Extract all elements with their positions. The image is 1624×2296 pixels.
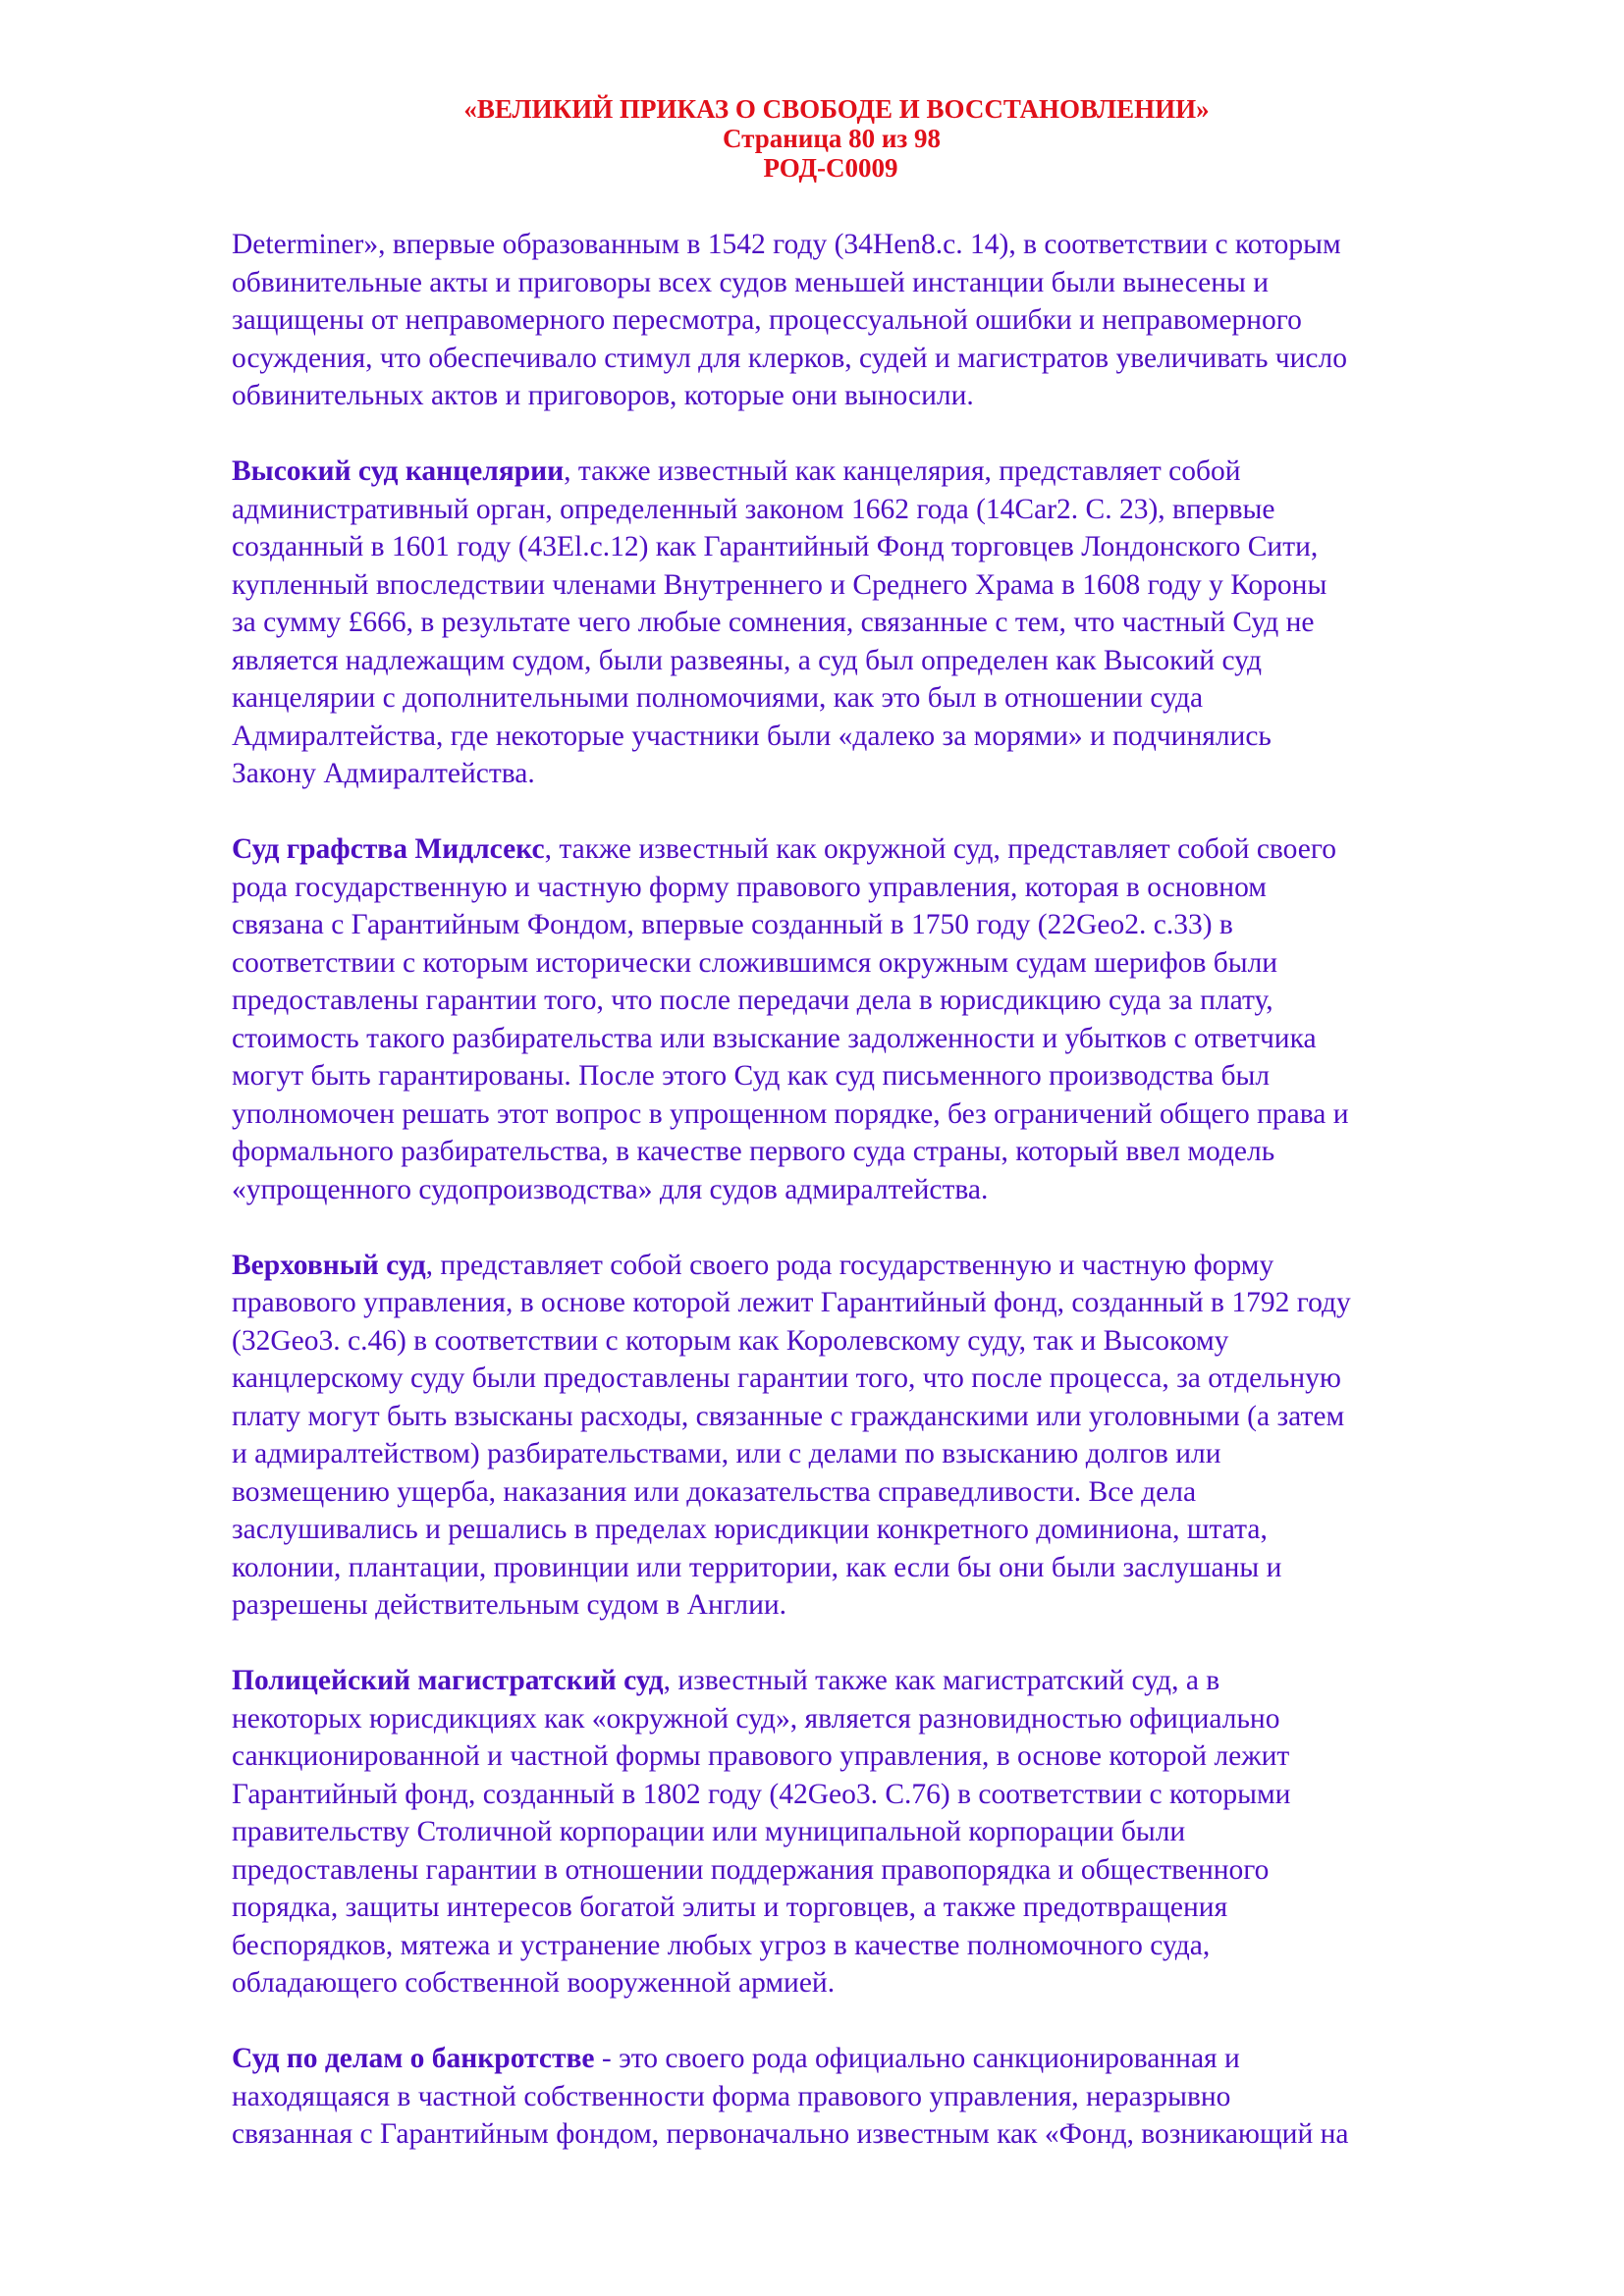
text-line: канцлерскому суду были предоставлены гарантии того, что после процесса, за отдельную [232,1362,1341,1394]
paragraph-middlesex-county-court [232,830,1528,1208]
paragraph-police-magistrate-court [232,1662,1528,2002]
page-number: Страница 80 из 98 [722,124,942,153]
paragraph-heading: Суд по делам о банкротстве [232,2043,595,2074]
text-line: правительству Столичной корпорации или муниципальной корпорации были [232,1816,1186,1847]
text-line: беспорядков, мятежа и устранение любых угроз в качестве полномочного суда, [232,1929,1211,1961]
text-line: уполномочен решать этот вопрос в упрощенном порядке, без ограничений общего права и [232,1097,1349,1130]
text-line: колонии, плантации, провинции или территории, как если бы они были заслушаны и [232,1551,1282,1583]
text-line: обвинительные акты и приговоры всех судов меньшей инстанции были вынесены и [232,266,1270,298]
paragraph-heading: Высокий суд канцелярии [232,455,565,487]
paragraph-high-court-chancery [232,453,1528,793]
paragraph-heading: Суд графства Мидлсекс [232,833,545,865]
text-line: возмещению ущерба, наказания или доказательства справедливости. Все дела [232,1475,1197,1508]
text-line: Верховный суд, представляет собой своего рода государственную и частную форму [232,1249,1274,1281]
text-line: порядка, защиты интересов богатой элиты и торговцев, а также предотвращения [232,1892,1228,1923]
page-header [0,94,1624,183]
text-line: осуждения, что обеспечивало стимул для клерков, судей и магистратов увеличивать число [232,342,1347,374]
text-line: «упрощенного судопроизводства» для судов адмиралтейства. [232,1173,989,1205]
text-line: Суд по делам о банкротстве - это своего рода официально санкционированная и [232,2043,1240,2074]
text-line: за сумму £666, в результате чего любые сомнения, связанные с тем, что частный Суд не [232,607,1315,638]
text-line: Полицейский магистратский суд, известный также как магистратский суд, а в [232,1665,1220,1696]
text-line: и адмиралтейством) разбирательствами, или с делами по взысканию долгов или [232,1438,1221,1469]
text-line: правового управления, в основе которой лежит Гарантийный фонд, созданный в 1792 году [232,1287,1351,1318]
text-line: Закону Адмиралтейства. [232,758,535,789]
text-line: разрешены действительным судом в Англии. [232,1589,787,1621]
text-line: Гарантийный фонд, созданный в 1802 году (42Geo3. C.76) в соответствии с которыми [232,1778,1291,1810]
text-line: (32Geo3. c.46) в соответствии с которым как Королевскому суду, так и Высокому [232,1324,1229,1357]
text-line: некоторых юрисдикциях как «окружной суд», является разновидностью официально [232,1702,1280,1735]
text-line: связанная с Гарантийным фондом, первоначально известным как «Фонд, возникающий на [232,2118,1349,2150]
text-line: обвинительных актов и приговоров, которые они выносили. [232,380,974,411]
text-line: рода государственную и частную форму правового управления, которая в основном [232,871,1267,903]
text-line: купленный впоследствии членами Внутреннего и Среднего Храма в 1608 году у Короны [232,568,1327,601]
text-line: созданный в 1601 году (43El.c.12) как Гарантийный Фонд торговцев Лондонского Сити, [232,531,1319,562]
text-line: является надлежащим судом, были развеяны, а суд был определен как Высокий суд [232,644,1263,676]
text-line: могут быть гарантированы. После этого Суд как суд письменного производства был [232,1060,1271,1092]
text-line: плату могут быть взысканы расходы, связанные с гражданскими или уголовными (а затем [232,1400,1345,1432]
text-line: предоставлены гарантии в отношении поддержания правопорядка и общественного [232,1853,1270,1886]
text-line: защищены от неправомерного пересмотра, процессуальной ошибки и неправомерного [232,304,1302,336]
text-line: Суд графства Мидлсекс, также известный как окружной суд, представляет собой своего [232,833,1336,865]
document-code: РОД-С0009 [763,153,898,183]
paragraph-heading: Верховный суд [232,1249,426,1281]
text-line: обладающего собственной вооруженной армией. [232,1967,836,1999]
text-line: стоимость такого разбирательства или взыскание задолженности и убытков с ответчика [232,1022,1317,1054]
document-body [232,226,1528,2191]
text-line: санкционированной и частной формы правового управления, в основе которой лежит [232,1740,1290,1772]
text-line: Адмиралтейства, где некоторые участники были «далеко за морями» и подчинялись [232,720,1272,752]
paragraph-supreme-court [232,1247,1528,1625]
text-line: заслушивались и решались в пределах юрисдикции конкретного доминиона, штата, [232,1514,1268,1545]
text-line: административный орган, определенный законом 1662 года (14Car2. C. 23), впервые [232,493,1275,525]
document-title: «ВЕЛИКИЙ ПРИКАЗ О СВОБОДЕ И ВОССТАНОВЛЕНИИ» [463,94,1210,124]
paragraph-determiner [232,226,1528,415]
text-line: Determiner», впервые образованным в 1542 году (34Hen8.c. 14), в соответствии с которым [232,229,1341,260]
text-line: находящаяся в частной собственности форма правового управления, неразрывно [232,2080,1231,2112]
paragraph-bankruptcy-court [232,2040,1528,2154]
text-line: формального разбирательства, в качестве первого суда страны, который ввел модель [232,1136,1275,1167]
text-line: соответствии с которым исторически сложившимся окружным судам шерифов были [232,946,1278,979]
text-line: канцелярии с дополнительными полномочиями, как это был в отношении суда [232,682,1204,714]
text-line: Высокий суд канцелярии, также известный как канцелярия, представляет собой [232,455,1241,487]
paragraph-heading: Полицейский магистратский суд [232,1665,664,1696]
text-line: предоставлены гарантии того, что после передачи дела в юрисдикцию суда за плату, [232,985,1273,1016]
text-line: связана с Гарантийным Фондом, впервые созданный в 1750 году (22Geo2. c.33) в [232,909,1233,940]
